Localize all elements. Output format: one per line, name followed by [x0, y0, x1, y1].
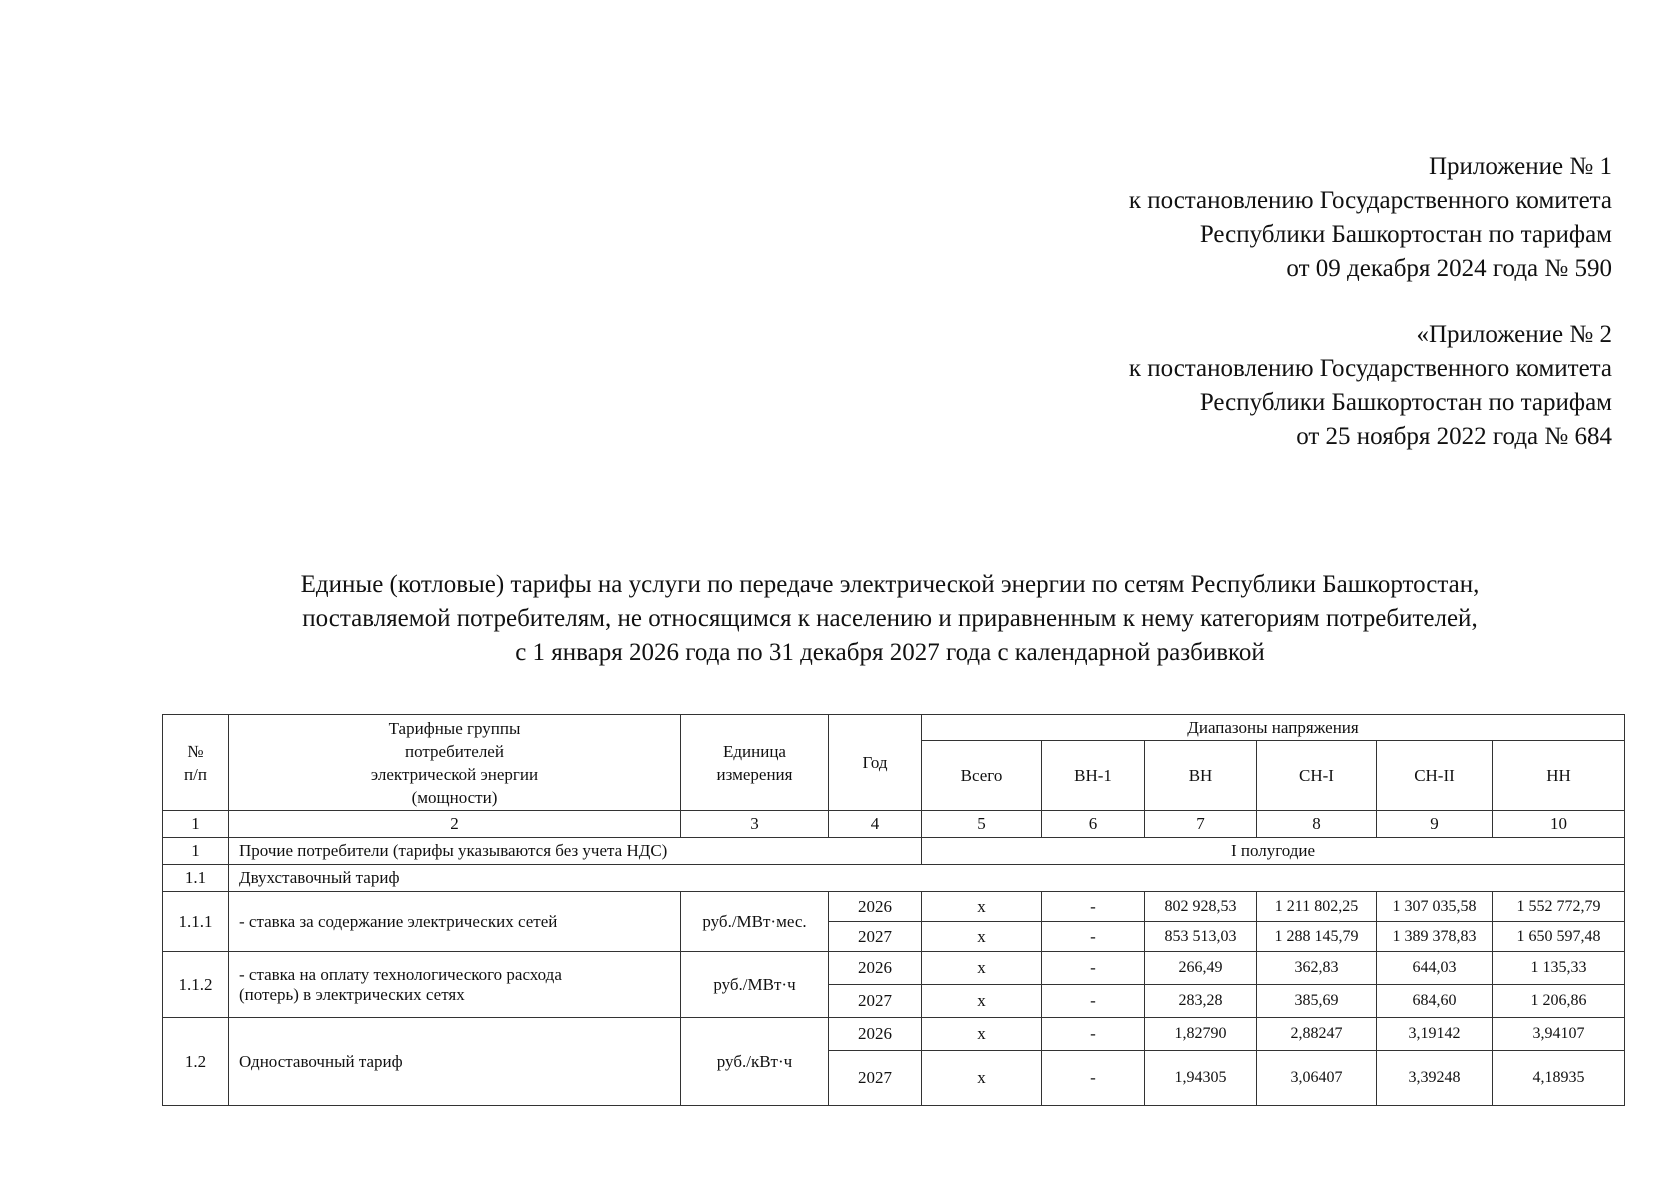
appendix-2-line2: к постановлению Государственного комитета [1128, 355, 1612, 382]
header-vn: ВН [1145, 741, 1257, 811]
cell-vn: 266,49 [1145, 952, 1257, 985]
title-line2: поставляемой потребителям, не относящимся к населению и приравненным к нему категориям потребителей, [302, 605, 1478, 632]
cell-vn1: - [1042, 1051, 1145, 1106]
cell-vn: 802 928,53 [1145, 892, 1257, 922]
table-header-row [163, 715, 1625, 741]
column-index: 8 [1257, 811, 1377, 838]
cell-total: х [922, 952, 1042, 985]
appendix-1-line2: к постановлению Государственного комитета [1128, 187, 1612, 214]
cell-total: х [922, 1018, 1042, 1051]
cell-sn2: 684,60 [1377, 985, 1493, 1018]
column-index: 5 [922, 811, 1042, 838]
row-year: 2026 [829, 1018, 922, 1051]
cell-sn1: 1 288 145,79 [1257, 922, 1377, 952]
header-sn1: СН-I [1257, 741, 1377, 811]
cell-sn2: 644,03 [1377, 952, 1493, 985]
header-total: Всего [922, 741, 1042, 811]
row-num: 1.1.2 [163, 952, 229, 1018]
title-line3: с 1 января 2026 года по 31 декабря 2027 года с календарной разбивкой [515, 639, 1265, 666]
table-row [163, 892, 1625, 922]
cell-vn: 1,82790 [1145, 1018, 1257, 1051]
cell-vn1: - [1042, 985, 1145, 1018]
appendix-2-line3: Республики Башкортостан по тарифам [1199, 389, 1612, 416]
cell-nn: 3,94107 [1493, 1018, 1625, 1051]
section-row [163, 838, 1625, 865]
header-unit: Единица измерения [681, 715, 829, 811]
section-num: 1 [163, 838, 229, 865]
header-sn2: СН-II [1377, 741, 1493, 811]
appendix-2-line4: от 25 ноября 2022 года № 684 [1296, 423, 1612, 450]
cell-vn1: - [1042, 892, 1145, 922]
cell-sn2: 1 389 378,83 [1377, 922, 1493, 952]
cell-sn1: 1 211 802,25 [1257, 892, 1377, 922]
header-tariff-groups: Тарифные группы потребителей электрической энергии (мощности) [229, 715, 681, 811]
row-year: 2027 [829, 1051, 922, 1106]
row-year: 2026 [829, 892, 922, 922]
row-label: Одноставочный тариф [229, 1018, 681, 1106]
appendix-1-line3: Республики Башкортостан по тарифам [1199, 221, 1612, 248]
cell-nn: 1 650 597,48 [1493, 922, 1625, 952]
cell-sn1: 385,69 [1257, 985, 1377, 1018]
document-title [160, 568, 1620, 670]
row-year: 2026 [829, 952, 922, 985]
cell-vn: 283,28 [1145, 985, 1257, 1018]
row-label: - ставка на оплату технологического расхода (потерь) в электрических сетях [229, 952, 681, 1018]
cell-sn1: 362,83 [1257, 952, 1377, 985]
cell-sn2: 3,19142 [1377, 1018, 1493, 1051]
header-voltage-ranges: Диапазоны напряжения [922, 715, 1625, 741]
cell-nn: 1 552 772,79 [1493, 892, 1625, 922]
header-num: № п/п [163, 715, 229, 811]
cell-sn1: 3,06407 [1257, 1051, 1377, 1106]
row-year: 2027 [829, 985, 922, 1018]
section-label: Прочие потребители (тарифы указываются без учета НДС) [229, 838, 922, 865]
row-unit: руб./МВт·ч [681, 952, 829, 1018]
cell-total: х [922, 1051, 1042, 1106]
cell-vn1: - [1042, 1018, 1145, 1051]
header-vn1: ВН-1 [1042, 741, 1145, 811]
column-index: 1 [163, 811, 229, 838]
column-index: 9 [1377, 811, 1493, 838]
cell-total: х [922, 892, 1042, 922]
cell-sn2: 3,39248 [1377, 1051, 1493, 1106]
cell-total: х [922, 985, 1042, 1018]
appendix-2-header [1129, 318, 1612, 454]
header-nn: НН [1493, 741, 1625, 811]
column-index: 7 [1145, 811, 1257, 838]
cell-vn: 1,94305 [1145, 1051, 1257, 1106]
column-index: 3 [681, 811, 829, 838]
cell-nn: 4,18935 [1493, 1051, 1625, 1106]
row-unit: руб./МВт·мес. [681, 892, 829, 952]
cell-vn: 853 513,03 [1145, 922, 1257, 952]
table-row [163, 952, 1625, 985]
column-index: 4 [829, 811, 922, 838]
subsection-num: 1.1 [163, 865, 229, 892]
row-num: 1.1.1 [163, 892, 229, 952]
appendix-1-line1: Приложение № 1 [1428, 153, 1612, 180]
subsection-row [163, 865, 1625, 892]
column-index: 6 [1042, 811, 1145, 838]
cell-vn1: - [1042, 952, 1145, 985]
header-year: Год [829, 715, 922, 811]
row-unit: руб./кВт·ч [681, 1018, 829, 1106]
cell-sn1: 2,88247 [1257, 1018, 1377, 1051]
subsection-label: Двухставочный тариф [229, 865, 1625, 892]
row-num: 1.2 [163, 1018, 229, 1106]
appendix-2-line1: «Приложение № 2 [1416, 321, 1612, 348]
appendix-1-header [1129, 150, 1612, 286]
row-label: - ставка за содержание электрических сетей [229, 892, 681, 952]
cell-total: х [922, 922, 1042, 952]
column-index: 10 [1493, 811, 1625, 838]
appendix-1-line4: от 09 декабря 2024 года № 590 [1286, 255, 1612, 282]
cell-nn: 1 206,86 [1493, 985, 1625, 1018]
column-index-row [163, 811, 1625, 838]
table-row [163, 1018, 1625, 1051]
row-year: 2027 [829, 922, 922, 952]
section-period: I полугодие [922, 838, 1625, 865]
title-line1: Единые (котловые) тарифы на услуги по передаче электрической энергии по сетям Республики Башкортостан, [300, 571, 1480, 598]
cell-sn2: 1 307 035,58 [1377, 892, 1493, 922]
tariff-table [162, 714, 1625, 1106]
cell-vn1: - [1042, 922, 1145, 952]
cell-nn: 1 135,33 [1493, 952, 1625, 985]
column-index: 2 [229, 811, 681, 838]
